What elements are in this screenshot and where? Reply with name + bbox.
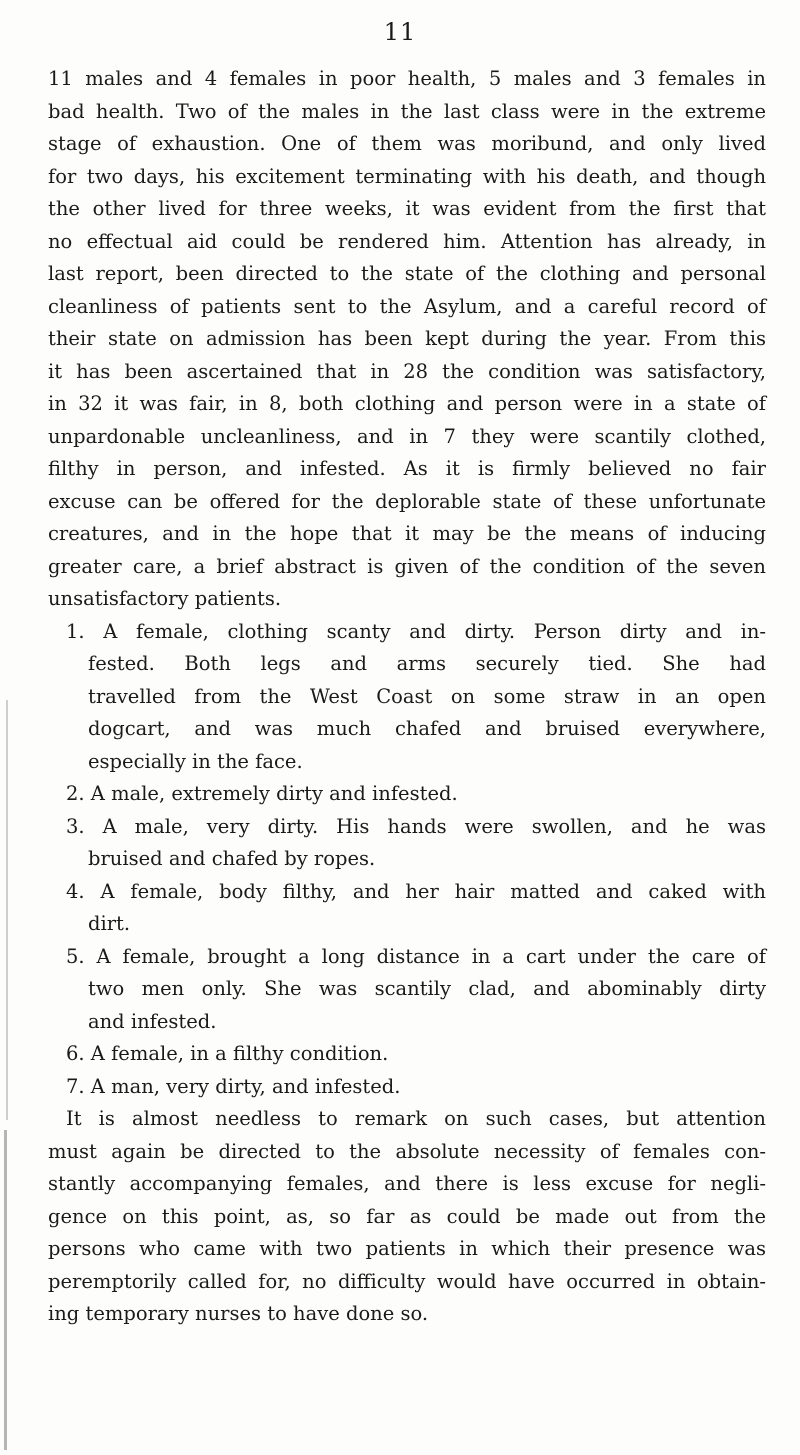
text-line: persons who came with two patients in which their presence was xyxy=(48,1237,766,1260)
list-item-continuation: fested. Both legs and arms securely tied. She had xyxy=(88,652,766,675)
text-line: cleanliness of patients sent to the Asylum, and a careful record of xyxy=(48,294,766,318)
text-line: no effectual aid could be rendered him. Attention has already, in xyxy=(48,229,766,253)
text-line: unsatisfactory patients. xyxy=(48,587,282,610)
list-item: 3. A male, very dirty. His hands were swollen, and he was xyxy=(66,814,766,838)
list-item-continuation: travelled from the West Coast on some straw in an open xyxy=(88,684,766,708)
text-line: bad health. Two of the males in the last class were in the extreme xyxy=(48,99,766,123)
text-line: stantly accompanying females, and there is less excuse for negli- xyxy=(48,1172,766,1195)
text-line: last report, been directed to the state of the clothing and personal xyxy=(48,262,766,285)
text-line: unpardonable uncleanliness, and in 7 they were scantily clothed, xyxy=(48,424,766,448)
text-line: It is almost needless to remark on such cases, but attention xyxy=(66,1107,766,1130)
text-line: in 32 it was fair, in 8, both clothing and person were in a state of xyxy=(48,392,766,415)
list-item-continuation: and infested. xyxy=(88,1009,217,1033)
binding-edge xyxy=(4,1130,7,1450)
text-line: their state on admission has been kept during the year. From this xyxy=(48,327,766,350)
list-item-continuation: two men only. She was scantily clad, and abominably dirty xyxy=(88,977,766,1000)
list-item: 7. A man, very dirty, and infested. xyxy=(66,1074,401,1098)
list-item: 5. A female, brought a long distance in a cart under the care of xyxy=(66,944,766,968)
text-line: it has been ascertained that in 28 the condition was satisfactory, xyxy=(48,359,766,383)
text-line: gence on this point, as, so far as could be made out from the xyxy=(48,1204,766,1228)
list-item-continuation: dogcart, and was much chafed and bruised everywhere, xyxy=(88,717,766,740)
body-text xyxy=(48,63,766,1331)
text-line: must again be directed to the absolute necessity of females con- xyxy=(48,1139,766,1163)
list-item-continuation: especially in the face. xyxy=(88,749,303,773)
text-line: peremptorily called for, no difficulty would have occurred in obtain- xyxy=(48,1269,766,1293)
list-item-continuation: bruised and chafed by ropes. xyxy=(88,847,376,870)
text-line: the other lived for three weeks, it was evident from the first that xyxy=(48,197,766,220)
text-line: creatures, and in the hope that it may be the means of inducing xyxy=(48,522,766,545)
text-line: excuse can be offered for the deplorable state of these unfortunate xyxy=(48,489,766,513)
list-item: 2. A male, extremely dirty and infested. xyxy=(66,782,458,805)
list-item: 4. A female, body filthy, and her hair matted and caked with xyxy=(66,879,766,903)
text-line: filthy in person, and infested. As it is firmly believed no fair xyxy=(48,457,766,480)
page-number: 11 xyxy=(383,18,417,46)
text-line: stage of exhaustion. One of them was moribund, and only lived xyxy=(48,132,766,155)
list-item: 6. A female, in a filthy condition. xyxy=(66,1042,389,1065)
list-item: 1. A female, clothing scanty and dirty. Person dirty and in- xyxy=(66,619,766,643)
text-line: greater care, a brief abstract is given of the condition of the seven xyxy=(48,554,766,578)
list-item-continuation: dirt. xyxy=(88,912,131,935)
text-line: ing temporary nurses to have done so. xyxy=(48,1302,429,1325)
text-line: for two days, his excitement terminating with his death, and though xyxy=(48,164,766,188)
text-line: 11 males and 4 females in poor health, 5 males and 3 females in xyxy=(48,67,766,90)
binding-shadow xyxy=(6,700,8,1120)
